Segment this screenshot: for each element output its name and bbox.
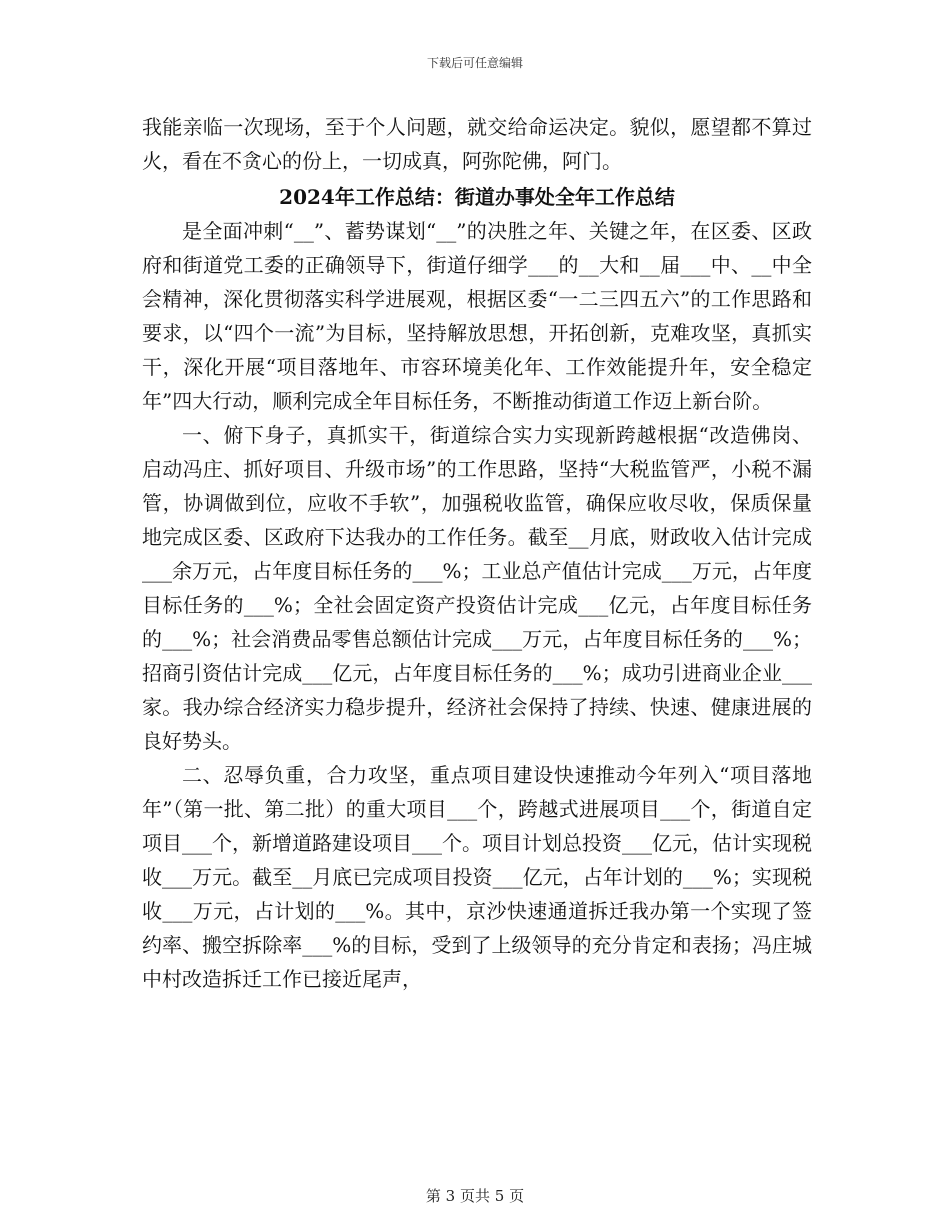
document-body [142, 110, 812, 996]
paragraph-section-2: 二、忍辱负重，合力攻坚，重点项目建设快速推动今年列入“项目落地年”（第一批、第二批）的重大项目___个，跨越式进展项目___个，街道自定项目___个，新增道路建设项目___个。项目计划总投资___亿元，估计实现税收___万元。截至__月底已完成项目投资___亿元，占年计划的___%；实现税收___万元，占计划的___%。其中，京沙快速通道拆迁我办第一个实现了签约率、搬空拆除率___%的目标，受到了上级领导的充分肯定和表扬；冯庄城中村改造拆迁工作已接近尾声， [142, 763, 812, 991]
page-header: 下载后可任意编辑 [426, 56, 523, 70]
lead-paragraph: 我能亲临一次现场，至于个人问题，就交给命运决定。貌似，愿望都不算过火，看在不贪心的份上，一切成真，阿弥陀佛，阿门。 [142, 115, 812, 173]
page-footer: 第 3 页共 5 页 [425, 1187, 525, 1205]
paragraph-intro: 是全面冲刺“__”、蓄势谋划“__”的决胜之年、关键之年，在区委、区政府和街道党工委的正确领导下，街道仔细学___的__大和__届___中、__中全会精神，深化贯彻落实科学进展观，根据区委“一二三四五六”的工作思路和要求，以“四个一流”为目标，坚持解放思想，开拓创新，克难攻坚，真抓实干，深化开展“项目落地年、市容环境美化年、工作效能提升年，安全稳定年”四大行动，顺利完成全年目标任务，不断推动街道工作迈上新台阶。 [142, 219, 812, 413]
paragraph-section-1: 一、俯下身子，真抓实干，街道综合实力实现新跨越根据“改造佛岗、启动冯庄、抓好项目、升级市场”的工作思路，坚持“大税监管严，小税不漏管，协调做到位，应收不手软”，加强税收监管，确保应收尽收，保质保量地完成区委、区政府下达我办的工作任务。截至__月底，财政收入估计完成___余万元，占年度目标任务的___%；工业总产值估计完成___万元，占年度目标任务的___%；全社会固定资产投资估计完成___亿元，占年度目标任务的___%；社会消费品零售总额估计完成___万元，占年度目标任务的___%；招商引资估计完成___亿元，占年度目标任务的___%；成功引进商业企业___家。我办综合经济实力稳步提升，经济社会保持了持续、快速、健康进展的良好势头。 [142, 423, 812, 753]
document-title: 2024年工作总结：街道办事处全年工作总结 [279, 185, 675, 209]
